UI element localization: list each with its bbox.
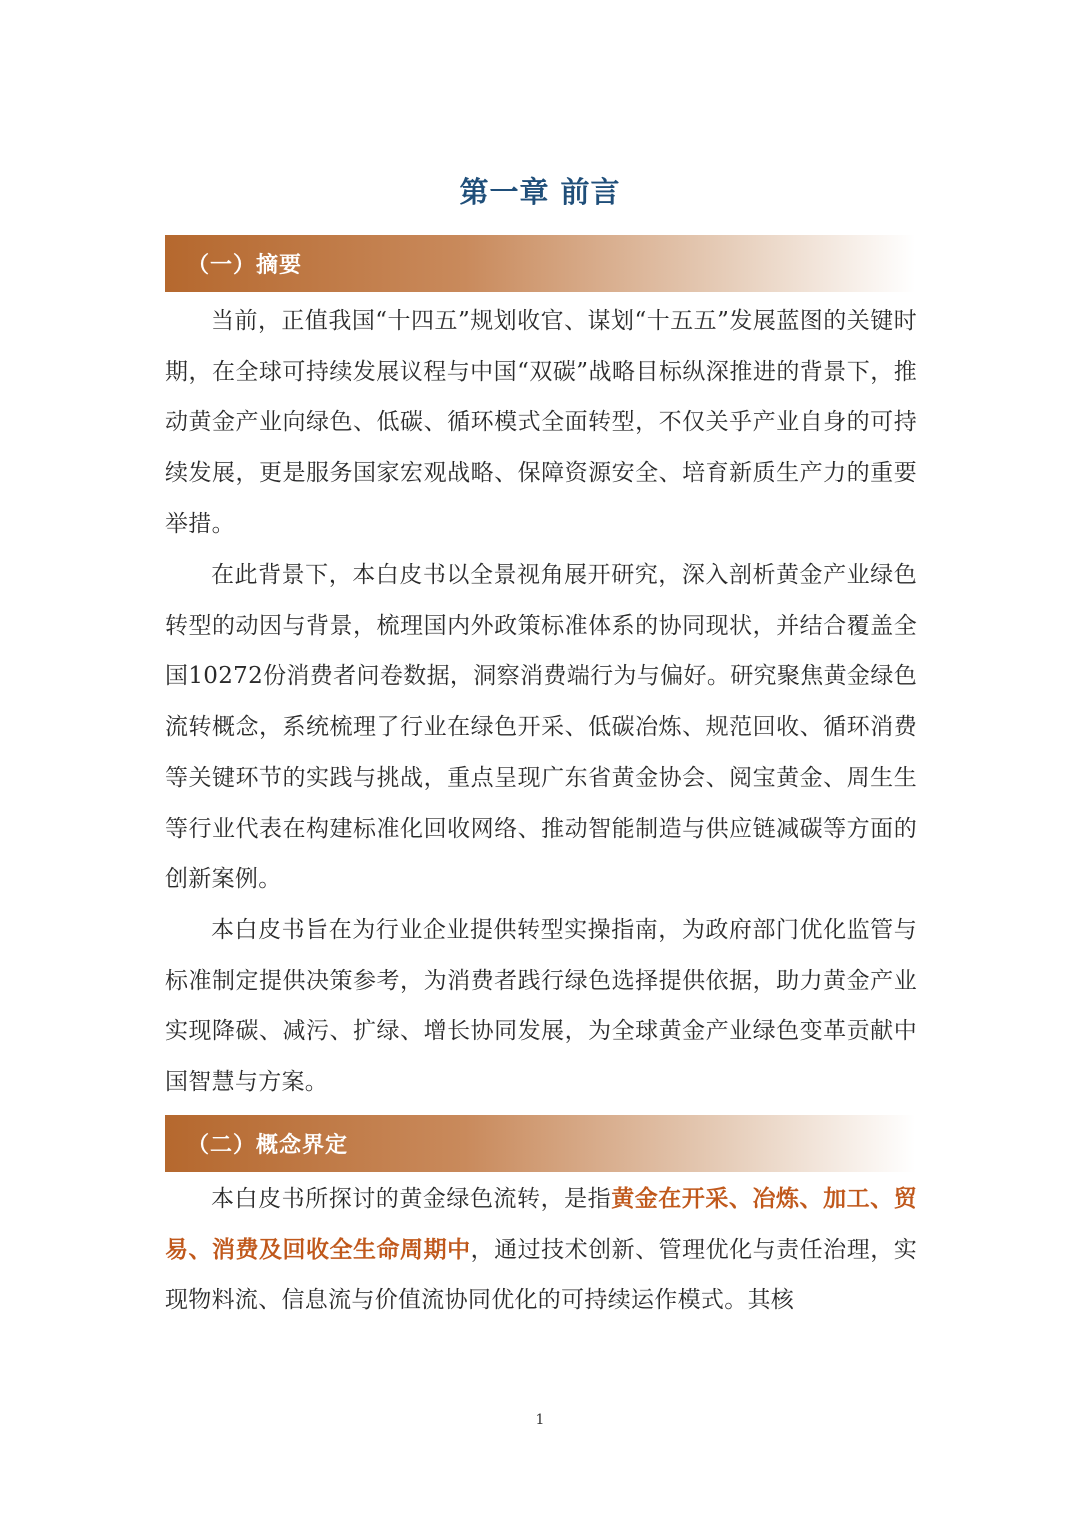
abstract-paragraph-3: 本白皮书旨在为行业企业提供转型实操指南，为政府部门优化监管与标准制定提供决策参考，为消费者践行绿色选择提供依据，助力黄金产业实现降碳、减污、扩绿、增长协同发展，为全球黄金产业绿色变革贡献中国智慧与方案。 bbox=[165, 917, 917, 1096]
chapter-title: 第一章 前言 bbox=[459, 175, 621, 209]
page-number: 1 bbox=[535, 1412, 545, 1428]
section-heading-label: （二）概念界定 bbox=[187, 1133, 349, 1158]
section-heading-label: （一）摘要 bbox=[187, 253, 303, 278]
abstract-paragraph-1: 当前，正值我国“十四五”规划收官、谋划“十五五”发展蓝图的关键时期，在全球可持续发展议程与中国“双碳”战略目标纵深推进的背景下，推动黄金产业向绿色、低碳、循环模式全面转型，不仅关乎产业自身的可持续发展，更是服务国家宏观战略、保障资源安全、培育新质生产力的重要举措。 bbox=[165, 308, 917, 537]
definition-text-before: 本白皮书所探讨的黄金绿色流转，是指 bbox=[211, 1186, 612, 1212]
section-heading-definition bbox=[165, 1115, 915, 1172]
definition-text-after: ，通过技术创新、管理优化与责任治理，实现物料流、信息流与价值流协同优化的可持续运作模式。其核 bbox=[165, 1236, 918, 1314]
abstract-paragraph-2: 在此背景下，本白皮书以全景视角展开研究，深入剖析黄金产业绿色转型的动因与背景，梳理国内外政策标准体系的协同现状，并结合覆盖全国10272份消费者问卷数据，洞察消费端行为与偏好。研究聚焦黄金绿色流转概念，系统梳理了行业在绿色开采、低碳冶炼、规范回收、循环消费等关键环节的实践与挑战，重点呈现广东省黄金协会、阅宝黄金、周生生等行业代表在构建标准化回收网络、推动智能制造与供应链减碳等方面的创新案例。 bbox=[165, 562, 917, 893]
definition-paragraph bbox=[165, 1174, 917, 1326]
definition-highlight: 黄金在开采、冶炼、加工、贸易、消费及回收全生命周期中 bbox=[165, 1185, 917, 1263]
section-heading-abstract bbox=[165, 235, 915, 292]
